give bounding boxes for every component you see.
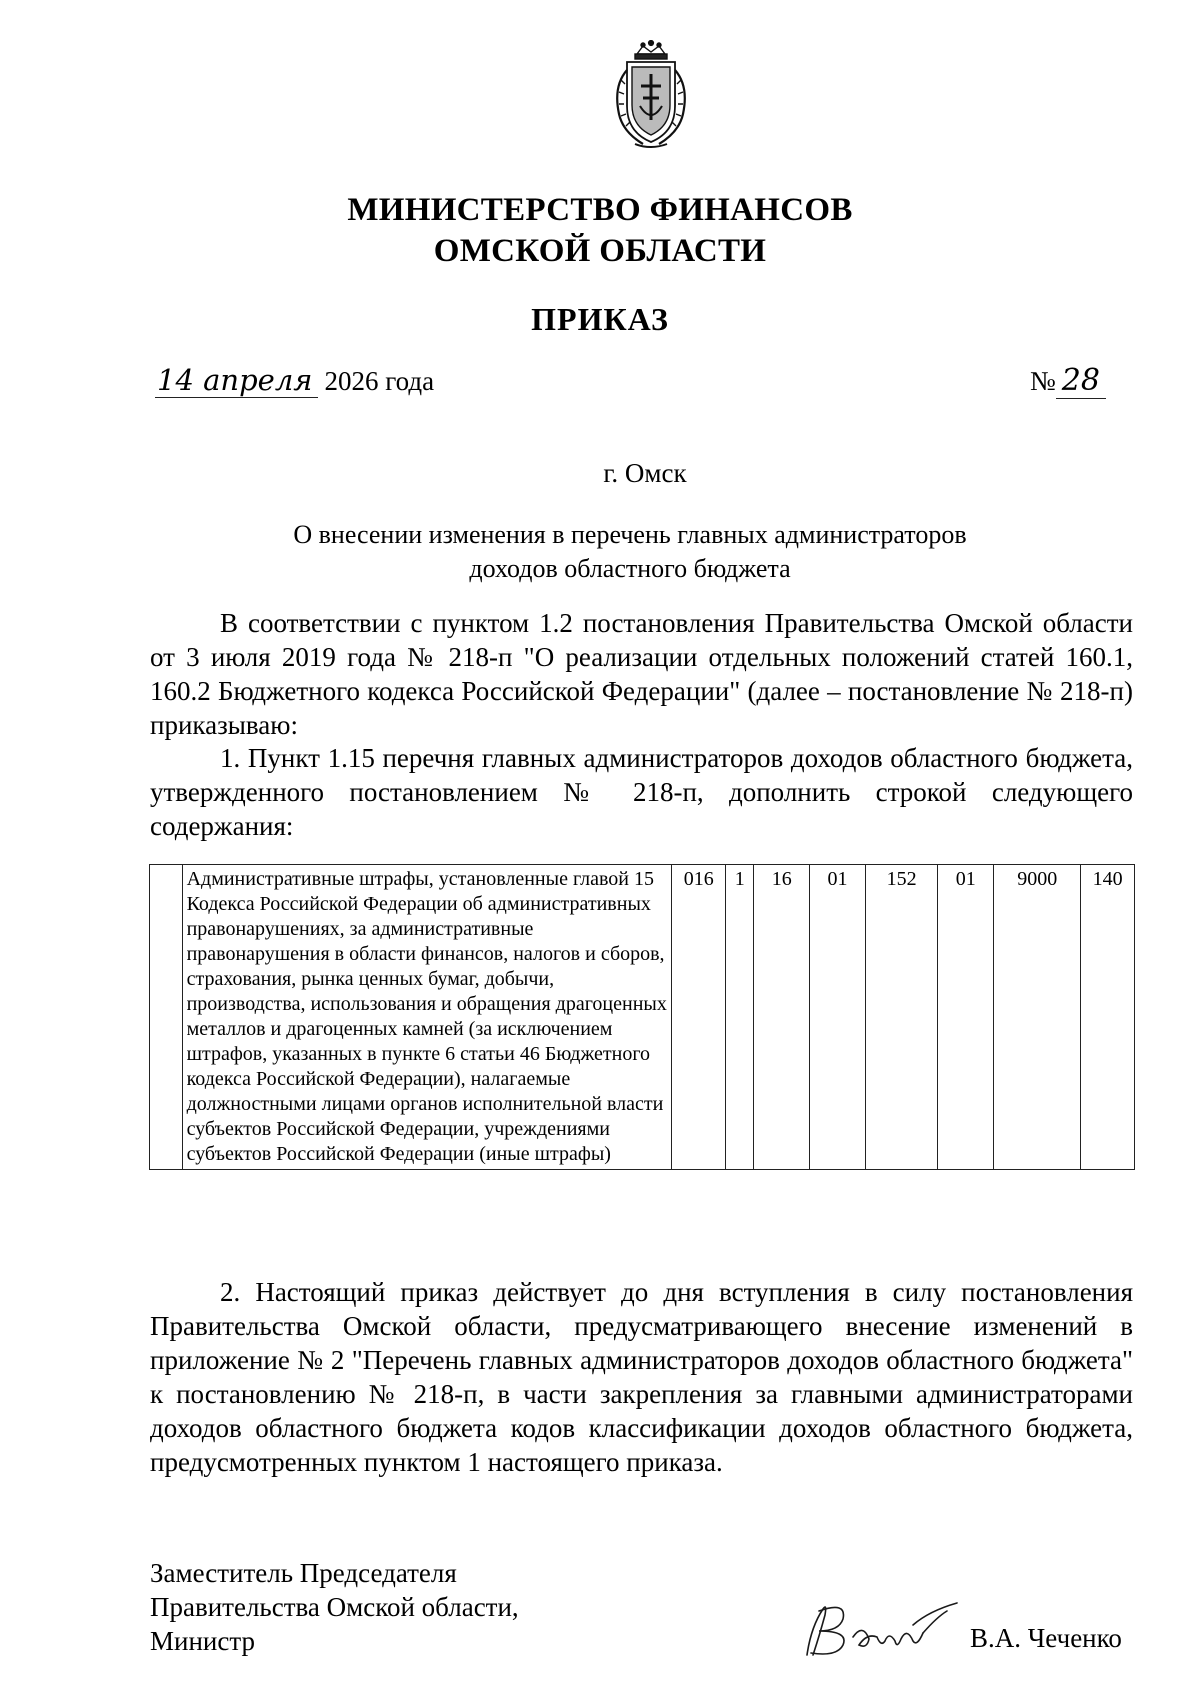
subject-line1: О внесении изменения в перечень главных администраторов (293, 520, 967, 549)
code-cell: 9000 (994, 865, 1081, 1170)
city-name: г. Омск (603, 458, 687, 488)
signatory-title-line2: Правительства Омской области, (150, 1592, 519, 1622)
handwritten-number: 28 (1056, 363, 1106, 399)
code-cell: 016 (672, 865, 726, 1170)
ministry-name-line2: ОМСКОЙ ОБЛАСТИ (433, 233, 767, 269)
code-cell: 152 (865, 865, 938, 1170)
signatory-name: В.А. Чеченко (970, 1623, 1122, 1653)
code-cell: 16 (754, 865, 810, 1170)
code-cell: 140 (1081, 865, 1135, 1170)
paragraph-item-2: 2. Настоящий приказ действует до дня вступления в силу постановления Правительства Омской области, предусматривающего внесение изменений в приложение № 2 "Перечень главных администраторов доходов областного бюджета" к постановлению № 218-п, в части закрепления за главными администраторами доходов областного бюджета кодов классификации доходов областного бюджета, предусмотренных пунктом 1 настоящего приказа. (150, 1277, 1133, 1477)
handwritten-date: 14 апреля (155, 363, 318, 398)
paragraph-item-1: 1. Пункт 1.15 перечня главных администраторов доходов областного бюджета, утвержденного постановлением № 218-п, дополнить строкой следующего содержания: (150, 743, 1133, 841)
signatory-title-line3: Министр (150, 1626, 255, 1656)
coat-of-arms-icon (607, 40, 695, 152)
subject-line2: доходов областного бюджета (469, 554, 791, 583)
paragraph-preamble: В соответствии с пунктом 1.2 постановления Правительства Омской области от 3 июля 2019 года № 218-п "О реализации отдельных положений статей 160.1, 160.2 Бюджетного кодекса Российской Федерации" (далее – постановление № 218-п) приказываю: (150, 608, 1133, 740)
document-type-title: ПРИКАЗ (531, 301, 669, 337)
order-subject (250, 518, 1010, 586)
code-cell: 01 (938, 865, 994, 1170)
income-codes-table (149, 864, 1135, 1170)
date-year: 2026 года (324, 366, 435, 396)
order-number (1030, 363, 1106, 399)
order-date (155, 363, 434, 398)
code-cell: 01 (810, 865, 866, 1170)
table-row (150, 865, 1135, 1170)
signatory-title (150, 1556, 519, 1658)
row-description-cell: Административные штрафы, установленные главой 15 Кодекса Российской Федерации об административных правонарушениях, за административные правонарушения в области финансов, налогов и сборов, страхования, рынка ценных бумаг, добычи, производства, использования и обращения драгоценных металлов и драгоценных камней (за исключением штрафов, указанных в пункте 6 статьи 46 Бюджетного кодекса Российской Федерации), налагаемые должностными лицами органов исполнительной власти субъектов Российской Федерации, учреждениями субъектов Российской Федерации (иные штрафы) (182, 865, 672, 1170)
row-index-cell (150, 865, 183, 1170)
ministry-name-line1: МИНИСТЕРСТВО ФИНАНСОВ (347, 192, 853, 228)
code-cell: 1 (726, 865, 754, 1170)
signatory-title-line1: Заместитель Председателя (150, 1558, 457, 1588)
handwritten-signature-icon (797, 1597, 967, 1661)
number-sign: № (1030, 366, 1056, 396)
